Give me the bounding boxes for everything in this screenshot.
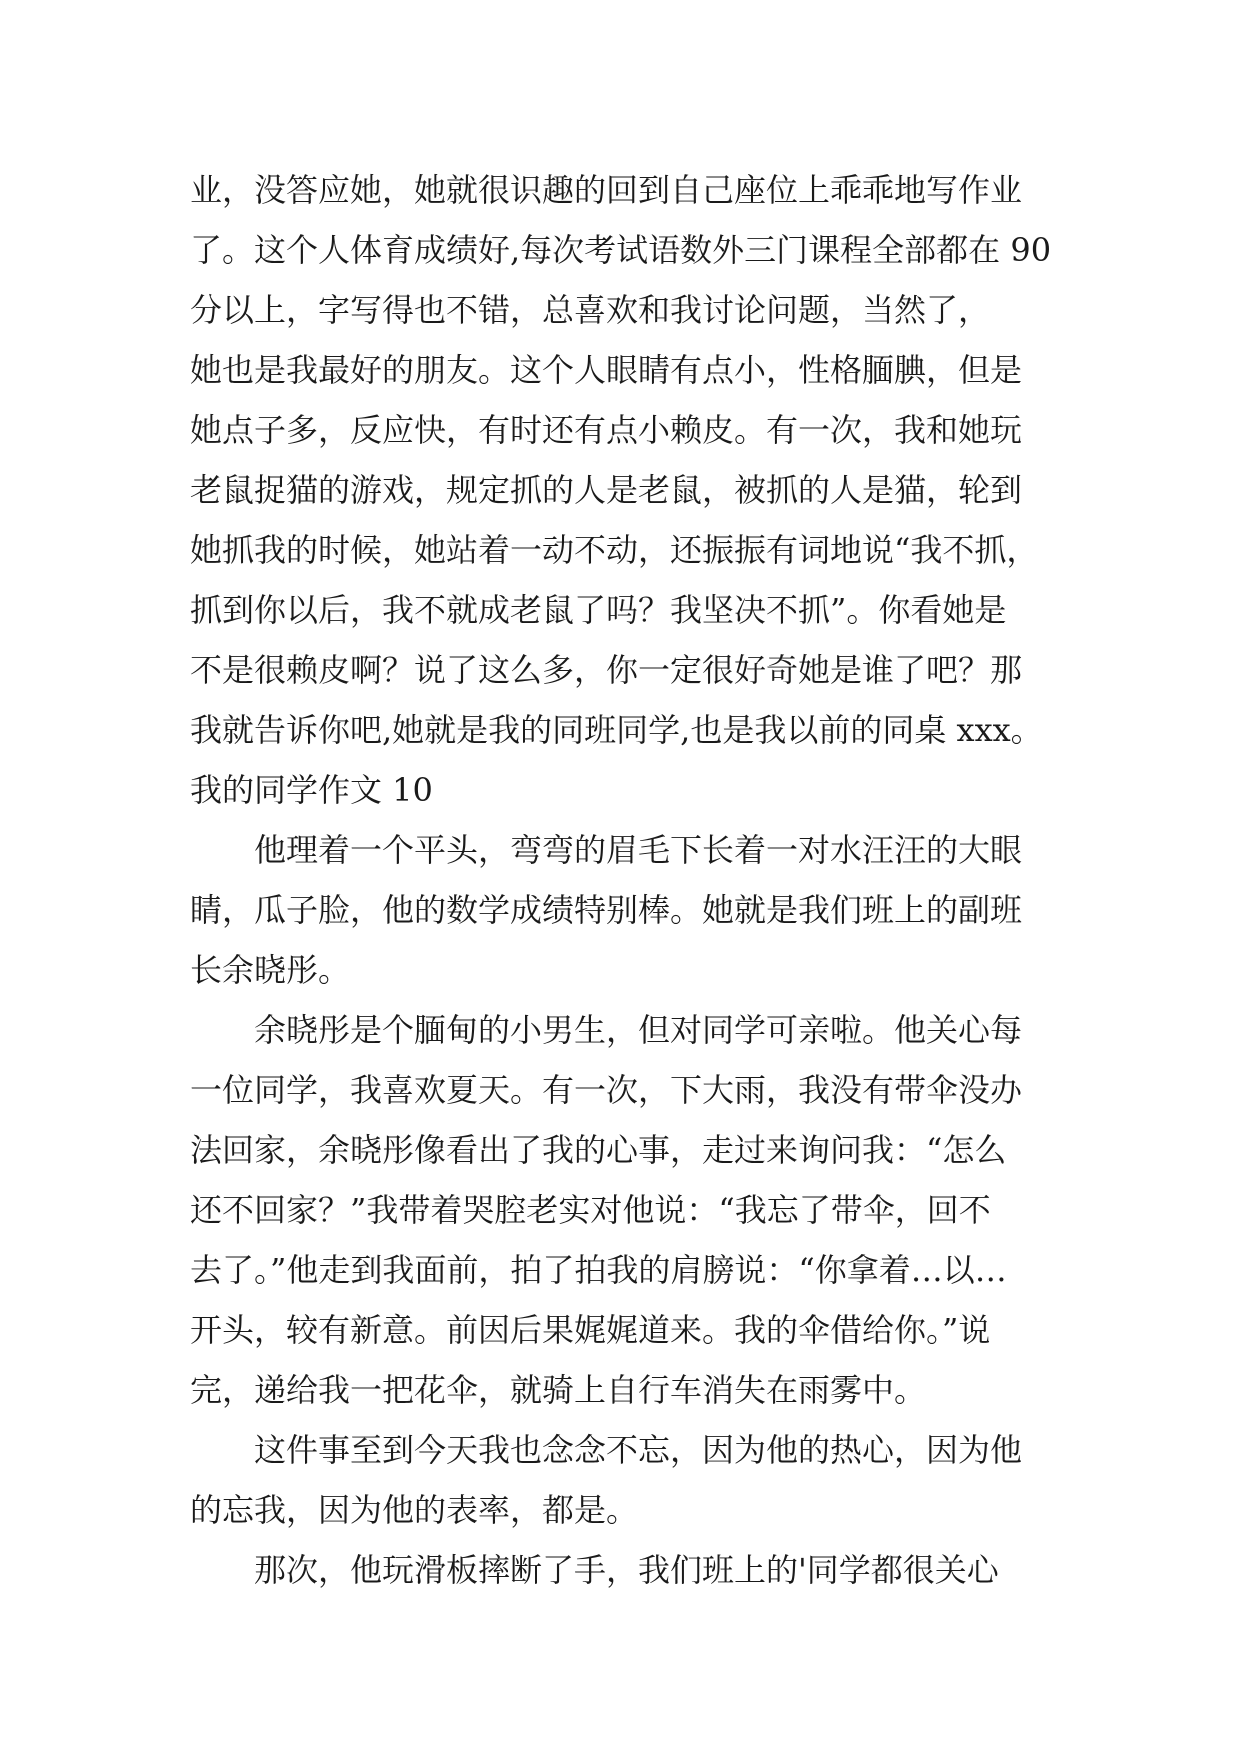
document-body xyxy=(190,160,1070,1600)
text-line: 去了。”他走到我面前，拍了拍我的肩膀说：“你拿着…以… xyxy=(190,1251,1007,1289)
text-line: 抓到你以后，我不就成老鼠了吗？我坚决不抓”。你看她是 xyxy=(190,591,1007,629)
text-line: 她抓我的时候，她站着一动不动，还振振有词地说“我不抓， xyxy=(190,531,1039,569)
text-line: 长余晓彤。 xyxy=(190,951,351,989)
paragraph-first-line: 这件事至到今天我也念念不忘，因为他的热心，因为他 xyxy=(254,1431,1023,1469)
paragraph-first-line: 他理着一个平头，弯弯的眉毛下长着一对水汪汪的大眼 xyxy=(254,831,1023,869)
text-line: 分以上，字写得也不错，总喜欢和我讨论问题，当然了， xyxy=(190,291,991,329)
text-line: 法回家，余晓彤像看出了我的心事，走过来询问我：“怎么 xyxy=(190,1131,1007,1169)
text-line: 开头，较有新意。前因后果娓娓道来。我的伞借给你。”说 xyxy=(190,1311,991,1349)
paragraph-first-line: 余晓彤是个腼甸的小男生，但对同学可亲啦。他关心每 xyxy=(254,1011,1023,1049)
text-line: 的忘我，因为他的表率，都是。 xyxy=(190,1491,639,1529)
text-line: 老鼠捉猫的游戏，规定抓的人是老鼠，被抓的人是猫，轮到 xyxy=(190,471,1023,509)
text-line: 她点子多，反应快，有时还有点小赖皮。有一次，我和她玩 xyxy=(190,411,1023,449)
text-line: 完，递给我一把花伞，就骑上自行车消失在雨雾中。 xyxy=(190,1371,927,1409)
text-line: 一位同学，我喜欢夏天。有一次，下大雨，我没有带伞没办 xyxy=(190,1071,1023,1109)
text-line: 她也是我最好的朋友。这个人眼睛有点小，性格腼腆，但是 xyxy=(190,351,1023,389)
text-line: 睛，瓜子脸，他的数学成绩特别棒。她就是我们班上的副班 xyxy=(190,891,1023,929)
text-line: 了。这个人体育成绩好,每次考试语数外三门课程全部都在 90 xyxy=(190,231,1052,269)
text-line: 业，没答应她，她就很识趣的回到自己座位上乖乖地写作业 xyxy=(190,171,1023,209)
text-line: 不是很赖皮啊？说了这么多，你一定很好奇她是谁了吧？那 xyxy=(190,651,1023,689)
text-line: 我就告诉你吧,她就是我的同班同学,也是我以前的同桌 xxx。 xyxy=(190,711,1043,749)
text-line: 还不回家？”我带着哭腔老实对他说：“我忘了带伞，回不 xyxy=(190,1191,991,1229)
section-heading: 我的同学作文 10 xyxy=(190,771,433,809)
paragraph-first-line: 那次，他玩滑板摔断了手，我们班上的'同学都很关心 xyxy=(254,1551,999,1589)
